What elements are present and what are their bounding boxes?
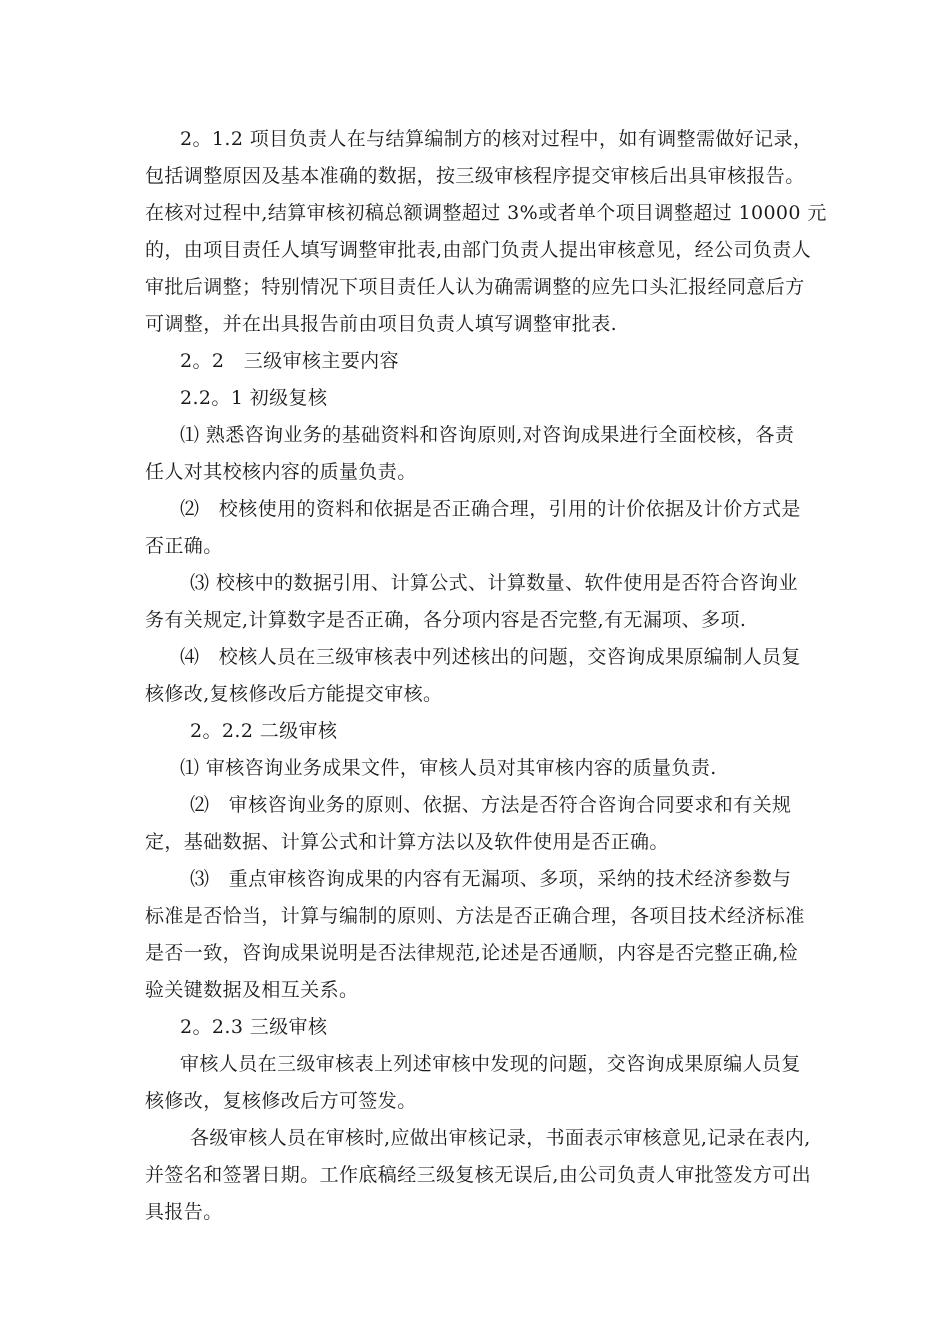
review-item-3-line-3: 是否一致，咨询成果说明是否法律规范,论述是否通顺，内容是否完整正确,检 [145, 942, 799, 964]
item-3-line-2: 务有关规定,计算数字是否正确，各分项内容是否完整,有无漏项、多项. [145, 609, 747, 631]
closing-paragraph-line-2: 并签名和签署日期。工作底稿经三级复核无误后,由公司负责人审批签发方可出 [145, 1164, 812, 1186]
subsection-heading-2-2-3: 2。2.3 三级审核 [180, 1016, 328, 1038]
item-4-line-2: 核修改,复核修改后方能提交审核。 [145, 683, 443, 705]
paragraph-2-1-2-line-1: 2。1.2 项目负责人在与结算编制方的核对过程中，如有调整需做好记录， [180, 128, 813, 150]
review-item-3-line-2: 标准是否恰当，计算与编制的原则、方法是否正确合理，各项目技术经济标准 [145, 905, 805, 927]
paragraph-2-1-2-line-4: 的，由项目责任人填写调整审批表,由部门负责人提出审核意见，经公司负责人 [145, 239, 812, 261]
paragraph-2-1-2-line-6: 可调整，并在出具报告前由项目负责人填写调整审批表. [145, 313, 618, 335]
review-item-3-line-1: ⑶ 重点审核咨询成果的内容有无漏项、多项，采纳的技术经济参数与 [190, 868, 792, 890]
item-1-line-1: ⑴ 熟悉咨询业务的基础资料和咨询原则,对咨询成果进行全面校核，各责 [180, 424, 795, 446]
item-1-line-2: 任人对其校核内容的质量负责。 [145, 461, 417, 483]
paragraph-2-1-2-line-5: 审批后调整；特别情况下项目责任人认为确需调整的应先口头汇报经同意后方 [145, 276, 805, 298]
level-three-paragraph-line-1: 审核人员在三级审核表上列述审核中发现的问题，交咨询成果原编人员复 [180, 1053, 801, 1075]
item-3-line-1: ⑶ 校核中的数据引用、计算公式、计算数量、软件使用是否符合咨询业 [190, 572, 798, 594]
paragraph-2-1-2-line-3: 在核对过程中,结算审核初稿总额调整超过 3%或者单个项目调整超过 10000 元 [145, 202, 827, 224]
level-three-paragraph-line-2: 核修改，复核修改后方可签发。 [145, 1090, 417, 1112]
closing-paragraph-line-1: 各级审核人员在审核时,应做出审核记录，书面表示审核意见,记录在表内, [190, 1127, 811, 1149]
closing-paragraph-line-3: 具报告。 [145, 1201, 223, 1223]
review-item-3-line-4: 验关键数据及相互关系。 [145, 979, 359, 1001]
paragraph-2-1-2-line-2: 包括调整原因及基本准确的数据，按三级审核程序提交审核后出具审核报告。 [145, 165, 805, 187]
item-2-line-1: ⑵ 校核使用的资料和依据是否正确合理，引用的计价依据及计价方式是 [180, 498, 801, 520]
subsection-heading-2-2-2: 2。2.2 二级审核 [190, 720, 338, 742]
review-item-2-line-1: ⑵ 审核咨询业务的原则、依据、方法是否符合咨询合同要求和有关规 [190, 794, 792, 816]
review-item-2-line-2: 定，基础数据、计算公式和计算方法以及软件使用是否正确。 [145, 831, 669, 853]
section-heading-2-2: 2。2 三级审核主要内容 [180, 350, 399, 372]
item-4-line-1: ⑷ 校核人员在三级审核表中列述核出的问题，交咨询成果原编制人员复 [180, 646, 801, 668]
review-item-1: ⑴ 审核咨询业务成果文件，审核人员对其审核内容的质量负责. [180, 757, 717, 779]
subsection-heading-2-2-1: 2.2。1 初级复核 [180, 387, 328, 409]
item-2-line-2: 否正确。 [145, 535, 223, 557]
